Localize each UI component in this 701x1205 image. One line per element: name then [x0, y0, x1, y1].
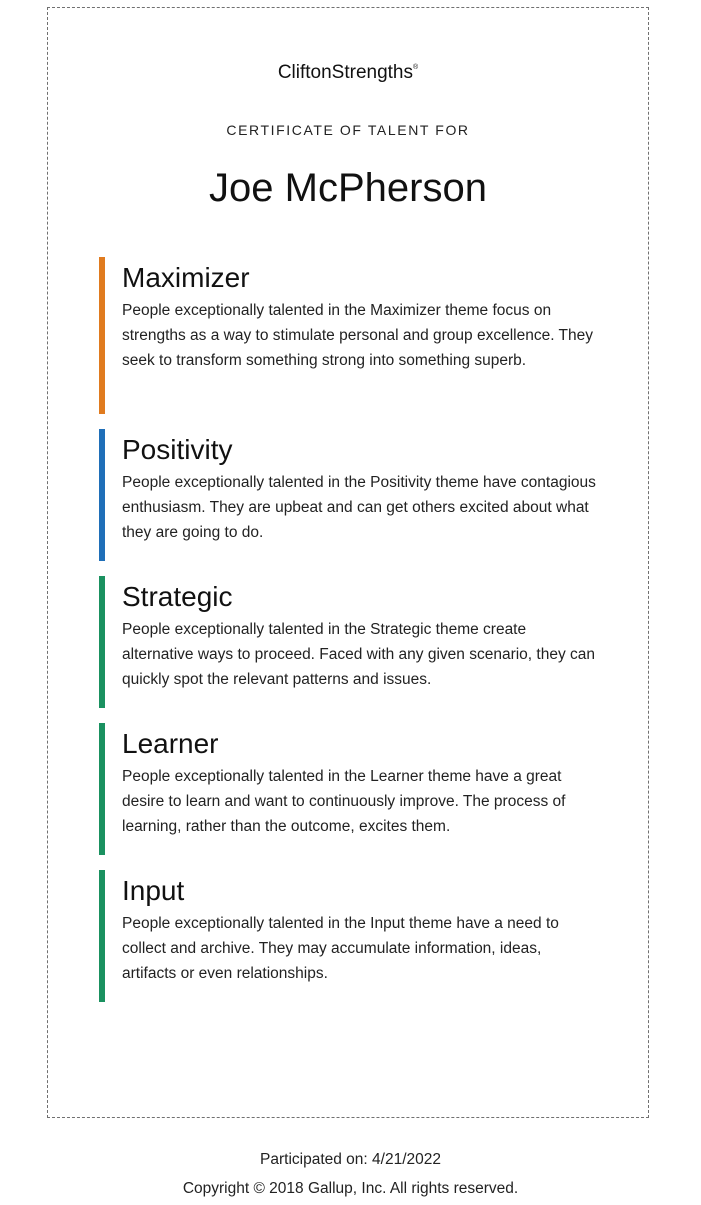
- recipient-name: Joe McPherson: [209, 166, 487, 210]
- theme-positivity: [99, 429, 599, 561]
- certificate-label: CERTIFICATE OF TALENT FOR: [226, 122, 470, 138]
- theme-title: Learner: [122, 728, 219, 759]
- theme-input: [99, 870, 599, 1002]
- theme-description: People exceptionally talented in the Strategic theme create alternative ways to proceed. Faced with any given scenario, they can quickly spot the relevant patterns and issues.: [122, 621, 596, 688]
- copyright-notice: Copyright © 2018 Gallup, Inc. All rights reserved.: [182, 1180, 519, 1197]
- brand-logo: [48, 62, 648, 84]
- participation-date: Participated on: 4/21/2022: [260, 1151, 441, 1168]
- brand-name: CliftonStrengths: [277, 62, 413, 83]
- theme-title: Input: [122, 875, 185, 906]
- brand-registered-mark: ®: [413, 64, 419, 71]
- theme-strategic: [99, 576, 599, 708]
- theme-description: People exceptionally talented in the Learner theme have a great desire to learn and want to continuously improve. The process of learning, rather than the outcome, excites them.: [122, 768, 566, 835]
- theme-maximizer: [99, 257, 599, 414]
- certificate-card: [47, 7, 649, 1118]
- theme-description: People exceptionally talented in the Maximizer theme focus on strengths as a way to stimulate personal and group excellence. They seek to transform something strong into something superb.: [122, 302, 594, 369]
- theme-description: People exceptionally talented in the Input theme have a need to collect and archive. They may accumulate information, ideas, artifacts or even relationships.: [122, 915, 559, 982]
- theme-description: People exceptionally talented in the Positivity theme have contagious enthusiasm. They are upbeat and can get others excited about what they are going to do.: [122, 474, 596, 541]
- theme-title: Positivity: [122, 434, 233, 465]
- theme-title: Strategic: [122, 581, 233, 612]
- theme-title: Maximizer: [122, 262, 250, 293]
- theme-learner: [99, 723, 599, 855]
